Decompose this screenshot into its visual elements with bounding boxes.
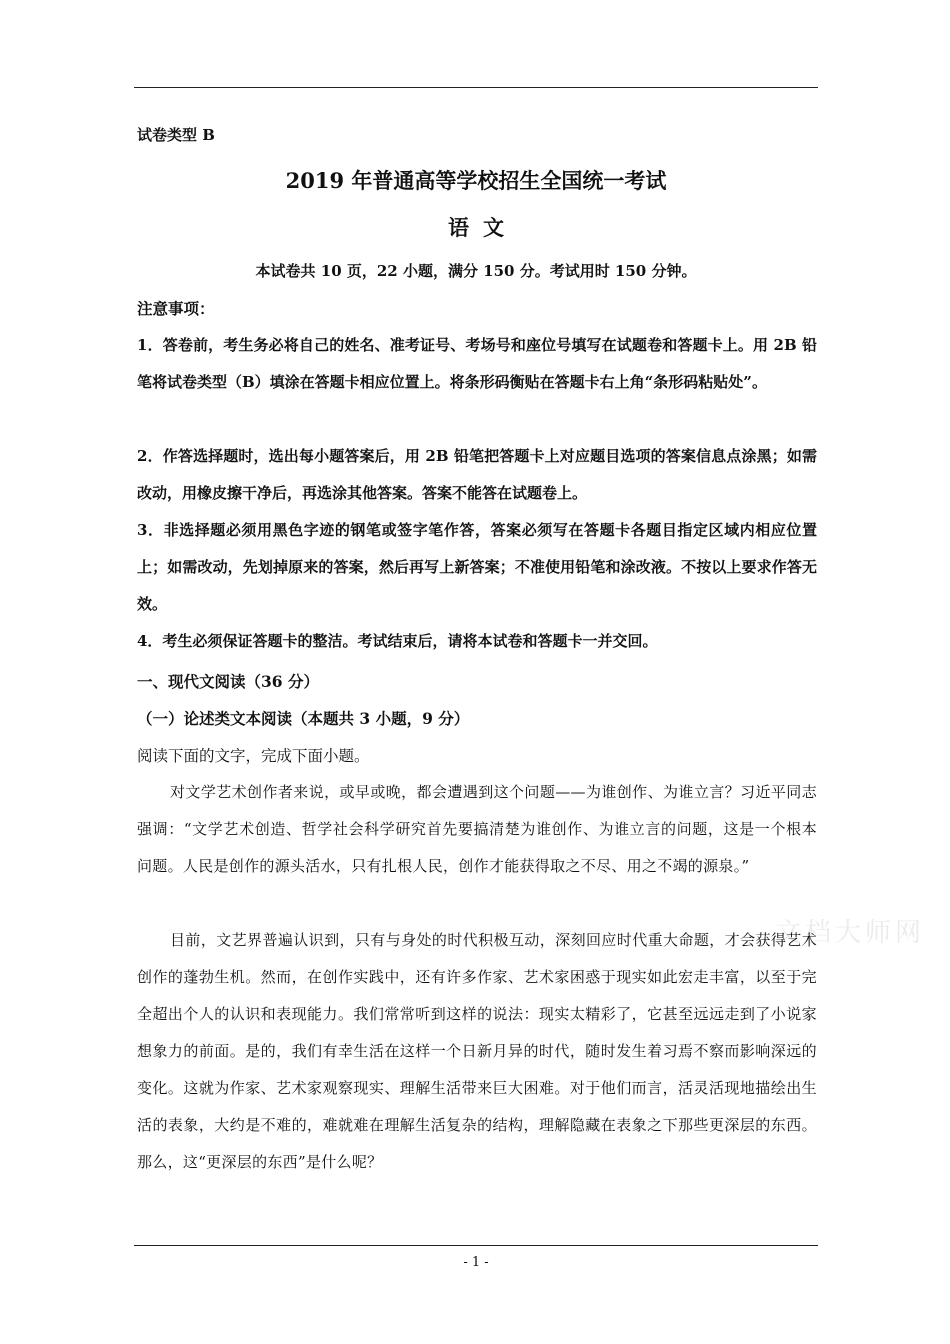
subsection-title: （一）论述类文本阅读（本题共 3 小题，9 分）: [137, 709, 470, 728]
subject-title: 语文: [448, 215, 518, 240]
reading-instruction: 阅读下面的文字，完成下面小题。: [137, 747, 370, 765]
footer-rule: [134, 1245, 818, 1246]
exam-type-label: 试卷类型 B: [137, 126, 215, 144]
notice-item-2: 2．作答选择题时，选出每小题答案后，用 2B 铅笔把答题卡上对应题目选项的答案信息点涂黑；如需改动，用橡皮擦干净后，再选涂其他答案。答案不能答在试题卷上。: [137, 447, 817, 502]
passage-paragraph-2: 目前，文艺界普遍认识到，只有与身处的时代积极互动，深刻回应时代重大命题，才会获得艺术创作的蓬勃生机。然而，在创作实践中，还有许多作家、艺术家困惑于现实如此宏走丰富，以至于完全超出个人的认识和表现能力。我们常常听到这样的说法：现实太精彩了，它甚至远远走到了小说家想象力的前面。是的，我们有幸生活在这样一个日新月异的时代，随时发生着习焉不察而影响深远的变化。这就为作家、艺术家观察现实、理解生活带来巨大困难。对于他们而言，活灵活现地描绘出生活的表象，大约是不难的，难就难在理解生活复杂的结构，理解隐藏在表象之下那些更深层的东西。那么，这“更深层的东西”是什么呢？: [137, 931, 817, 1171]
header-rule: [134, 87, 818, 88]
passage-paragraph-1: 对文学艺术创作者来说，或早或晚，都会遭遇到这个问题——为谁创作、为谁立言？习近平同志强调：“文学艺术创造、哲学社会科学研究首先要搞清楚为谁创作、为谁立言的问题，这是一个根本问题。人民是创作的源头活水，只有扎根人民，创作才能获得取之不尽、用之不竭的源泉。”: [137, 783, 817, 875]
notice-item-4: 4．考生必须保证答题卡的整洁。考试结束后，请将本试卷和答题卡一并交回。: [137, 632, 658, 650]
notice-item-1: 1．答卷前，考生务必将自己的姓名、准考证号、考场号和座位号填写在试题卷和答题卡上。用 2B 铅笔将试卷类型（B）填涂在答题卡相应位置上。将条形码衡贴在答题卡右上角“条形码粘贴处”。: [137, 336, 817, 391]
exam-title: 2019 年普通高等学校招生全国统一考试: [285, 168, 667, 193]
exam-info: 本试卷共 10 页，22 小题，满分 150 分。考试用时 150 分钟。: [255, 262, 697, 280]
notice-title: 注意事项：: [137, 299, 215, 318]
watermark: 文档大师网: [775, 918, 926, 948]
section-title: 一、现代文阅读（36 分）: [137, 672, 319, 691]
notice-item-3: 3．非选择题必须用黑色字迹的钢笔或签字笔作答，答案必须写在答题卡各题目指定区域内相应位置上；如需改动，先划掉原来的答案，然后再写上新答案；不准使用铅笔和涂改液。不按以上要求作答无效。: [137, 521, 817, 613]
page-number: - 1 -: [463, 1255, 489, 1270]
